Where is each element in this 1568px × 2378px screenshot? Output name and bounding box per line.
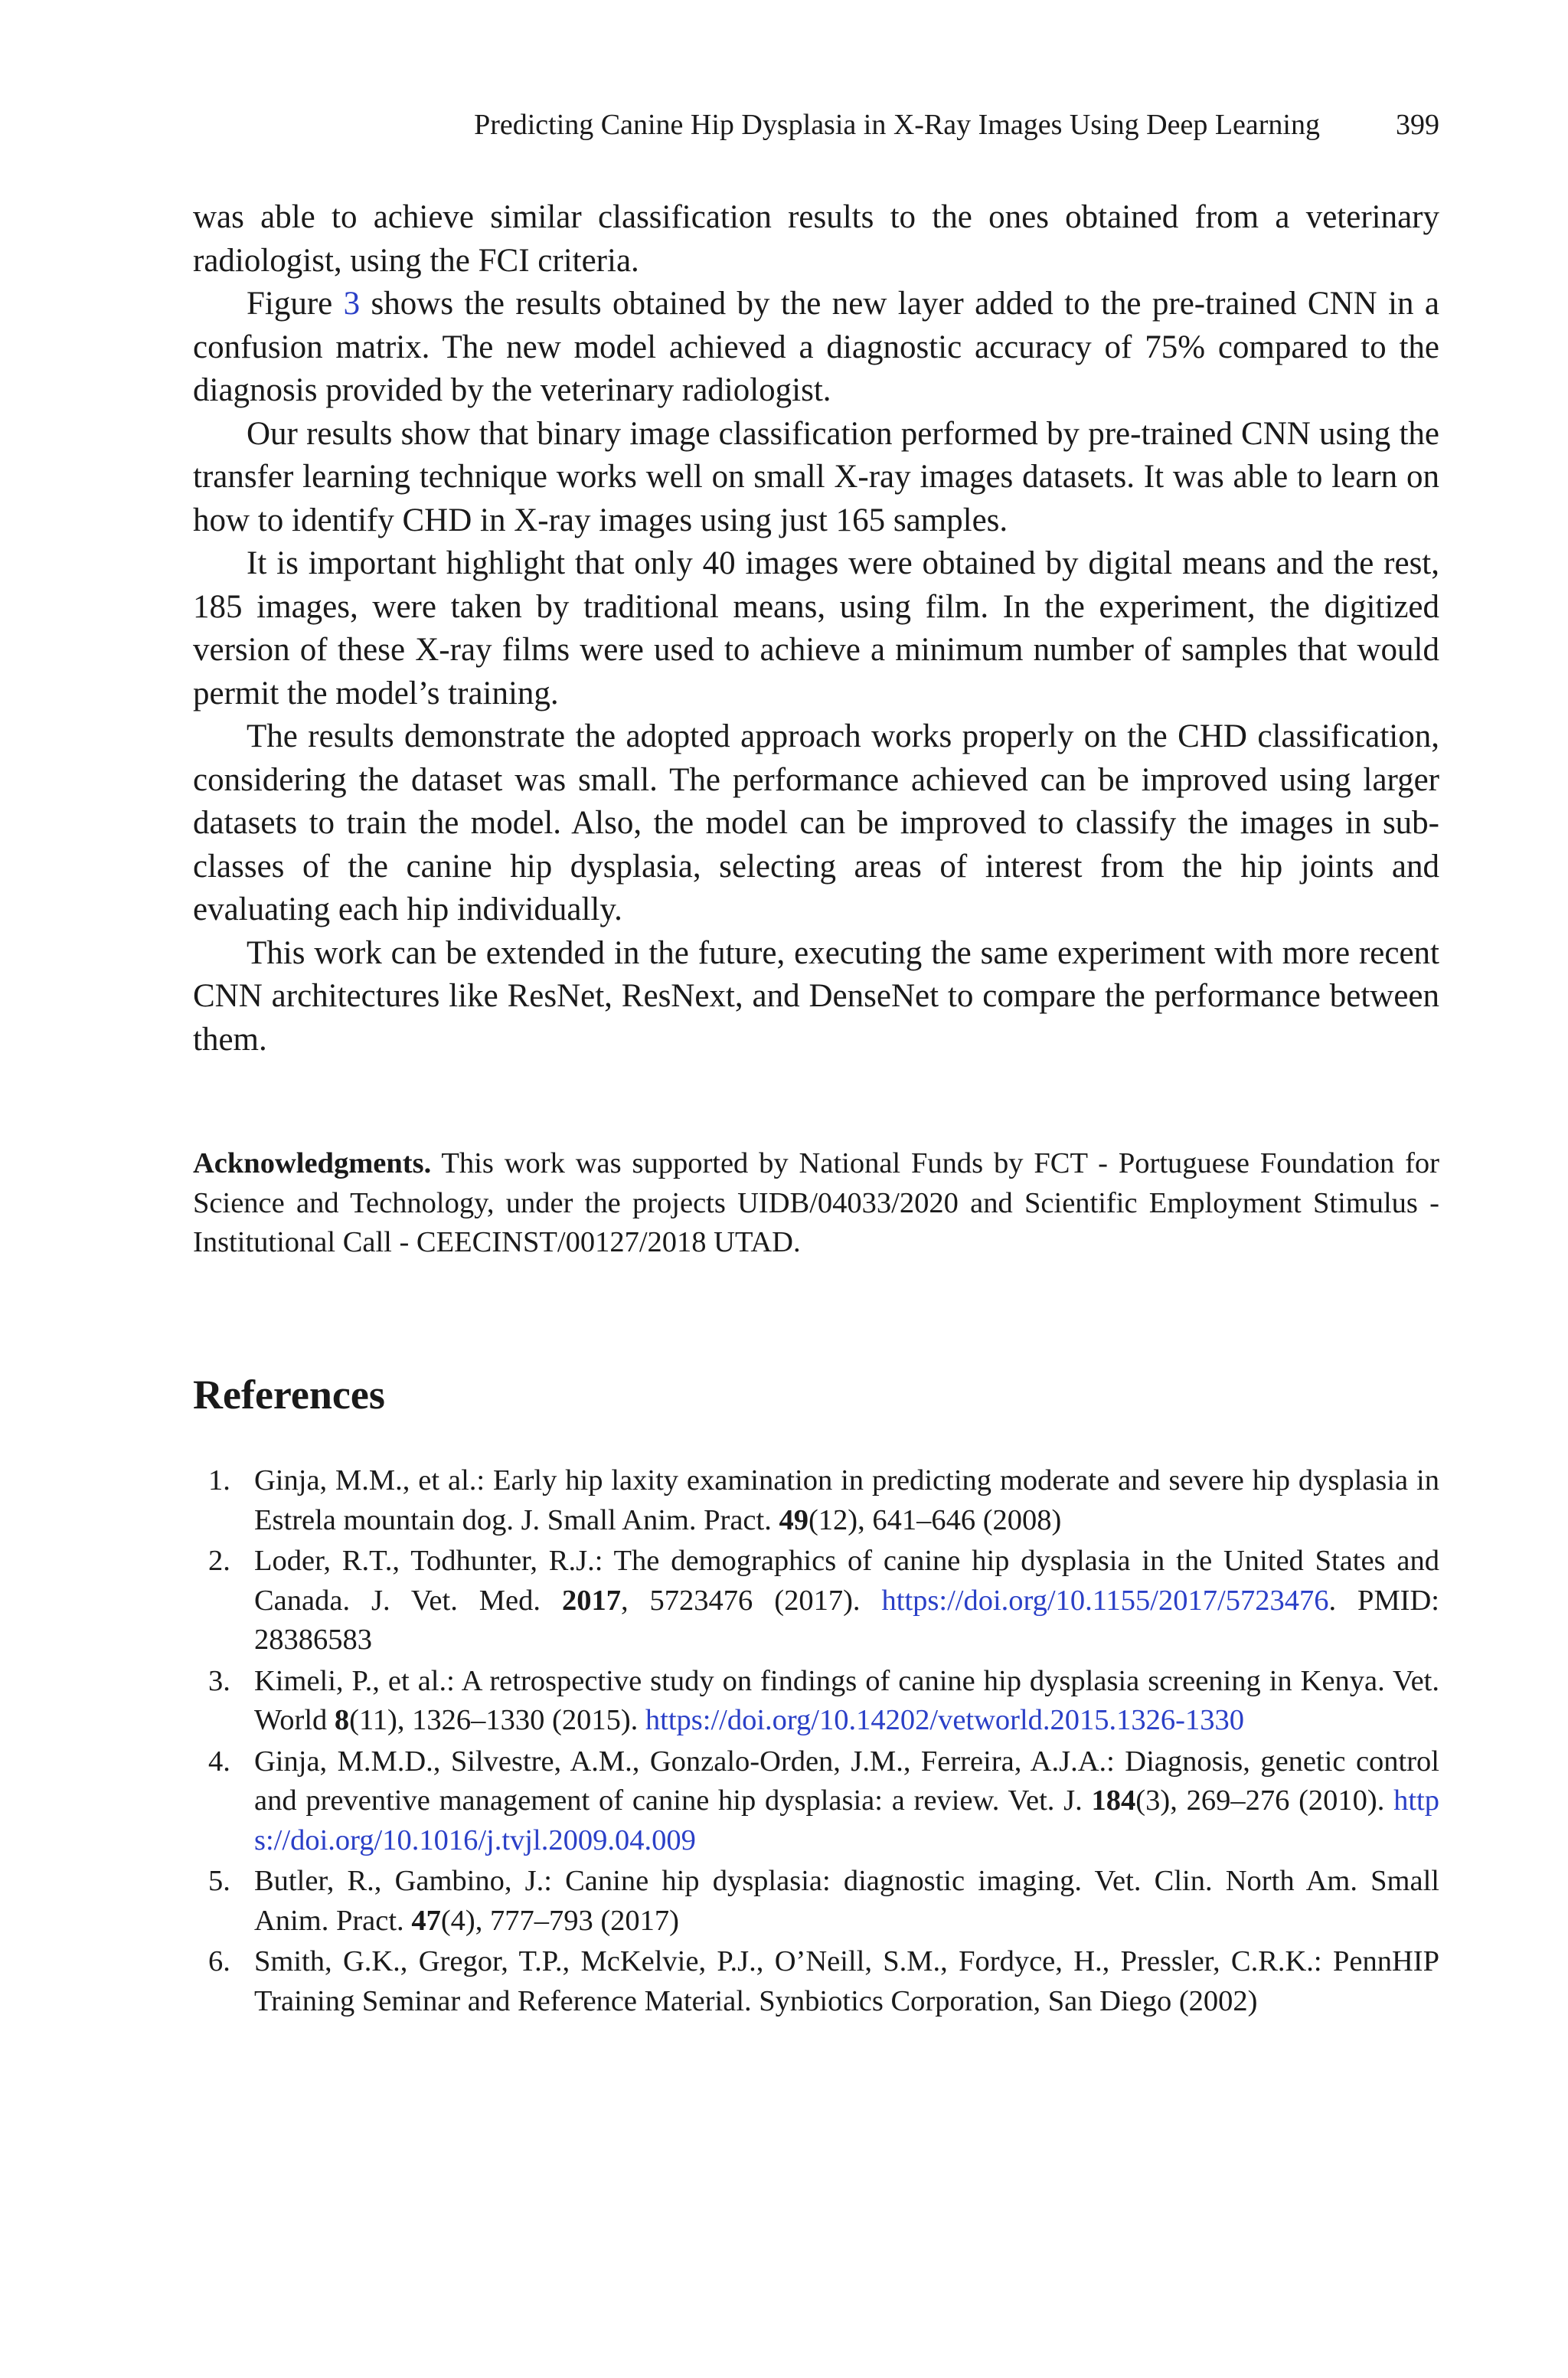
- reference-doi-link[interactable]: https://doi.org/10.14202/vetworld.2015.1326-1330: [645, 1704, 1244, 1736]
- reference-item-3: [193, 1662, 1439, 1741]
- reference-text: Smith, G.K., Gregor, T.P., McKelvie, P.J., O’Neill, S.M., Fordyce, H., Pressler, C.R.K.: PennHIP Training Seminar and Reference Material. Synbiotics Corporation, San Diego (2002): [254, 1945, 1439, 2017]
- paragraph-2: [193, 283, 1439, 413]
- reference-item-6: [193, 1942, 1439, 2021]
- paragraph-3: Our results show that binary image classification performed by pre-trained CNN using the transfer learning technique works well on small X-ray images datasets. It was able to learn on how to identify CHD in X-ray images using just 165 samples.: [193, 415, 1439, 538]
- reference-number: 2.: [208, 1545, 230, 1577]
- reference-number: 3.: [208, 1664, 230, 1697]
- reference-item-4: [193, 1742, 1439, 1861]
- reference-number: 6.: [208, 1945, 230, 1977]
- reference-text-end: (4), 777–793 (2017): [440, 1904, 679, 1937]
- paragraph-5: The results demonstrate the adopted approach works properly on the CHD classification, considering the dataset was small. The performance achieved can be improved using larger datasets to train the model. Also, the model can be improved to classify the images in sub-classes of the canine hip dysplasia, selecting areas of interest from the hip joints and evaluating each hip individually.: [193, 718, 1439, 927]
- reference-text-mid: , 5723476 (2017).: [620, 1584, 882, 1617]
- reference-doi-link[interactable]: https://doi.org/10.1016/j.tvjl.2009.04.009: [254, 1784, 1439, 1856]
- reference-text: Kimeli, P., et al.: A retrospective study on findings of canine hip dysplasia screening in Kenya. Vet. World: [254, 1664, 1439, 1736]
- reference-volume: 49: [779, 1503, 808, 1536]
- reference-text: Loder, R.T., Todhunter, R.J.: The demographics of canine hip dysplasia in the United States and Canada. J. Vet. Med.: [254, 1545, 1439, 1617]
- reference-text: Ginja, M.M.D., Silvestre, A.M., Gonzalo-Orden, J.M., Ferreira, A.J.A.: Diagnosis, genetic control and preventive management of canine hip dysplasia: a review. Vet. J.: [254, 1745, 1439, 1817]
- reference-item-5: [193, 1862, 1439, 1941]
- page-number: 399: [1396, 109, 1439, 141]
- reference-text-end: (12), 641–646 (2008): [808, 1503, 1062, 1536]
- reference-doi-link[interactable]: https://doi.org/10.1155/2017/5723476: [881, 1584, 1329, 1617]
- running-header: [193, 106, 1439, 144]
- paragraph-2-start: Figure: [247, 286, 344, 322]
- reference-text: Ginja, M.M., et al.: Early hip laxity examination in predicting moderate and severe hip dysplasia in Estrela mountain dog. J. Small Anim. Pract.: [254, 1464, 1439, 1536]
- reference-text-mid: (3), 269–276 (2010).: [1135, 1784, 1394, 1817]
- reference-number: 1.: [208, 1464, 230, 1496]
- references-list: [193, 1461, 1439, 2023]
- body-text: [193, 196, 1439, 1061]
- paragraph-2-rest: shows the results obtained by the new layer added to the pre-trained CNN in a confusion matrix. The new model achieved a diagnostic accuracy of 75% compared to the diagnosis provided by the veterinary radiologist.: [193, 286, 1439, 408]
- reference-text-mid: (11), 1326–1330 (2015).: [349, 1704, 645, 1736]
- reference-item-2: [193, 1542, 1439, 1660]
- reference-volume: 47: [411, 1904, 441, 1937]
- figure-3-link[interactable]: 3: [343, 286, 361, 322]
- reference-volume: 184: [1091, 1784, 1136, 1817]
- reference-number: 4.: [208, 1745, 230, 1778]
- reference-text-end: . PMID: 28386583: [254, 1584, 1440, 1656]
- reference-number: 5.: [208, 1865, 230, 1897]
- running-title: Predicting Canine Hip Dysplasia in X-Ray Images Using Deep Learning: [474, 109, 1320, 141]
- acknowledgments-text: This work was supported by National Funds by FCT - Portuguese Foundation for Science and Technology, under the projects UIDB/04033/2020 and Scientific Employment Stimulus - Institutional Call - CEECINST/00127/2018 UTAD.: [193, 1147, 1439, 1258]
- paragraph-1: was able to achieve similar classification results to the ones obtained from a veterinary radiologist, using the FCI criteria.: [193, 199, 1439, 279]
- reference-volume: 2017: [561, 1584, 621, 1617]
- reference-item-1: [193, 1461, 1439, 1540]
- acknowledgments: [193, 1144, 1439, 1263]
- paragraph-6: This work can be extended in the future, executing the same experiment with more recent CNN architectures like ResNet, ResNext, and DenseNet to compare the performance between them.: [193, 934, 1439, 1058]
- paragraph-4: It is important highlight that only 40 images were obtained by digital means and the rest, 185 images, were taken by traditional means, using film. In the experiment, the digitized version of these X-ray films were used to achieve a minimum number of samples that would permit the model’s training.: [193, 545, 1439, 711]
- acknowledgments-label: Acknowledgments.: [193, 1147, 432, 1179]
- references-heading: References: [193, 1372, 385, 1418]
- reference-text: Butler, R., Gambino, J.: Canine hip dysplasia: diagnostic imaging. Vet. Clin. North Am. Small Anim. Pract.: [254, 1865, 1439, 1937]
- reference-volume: 8: [334, 1704, 350, 1736]
